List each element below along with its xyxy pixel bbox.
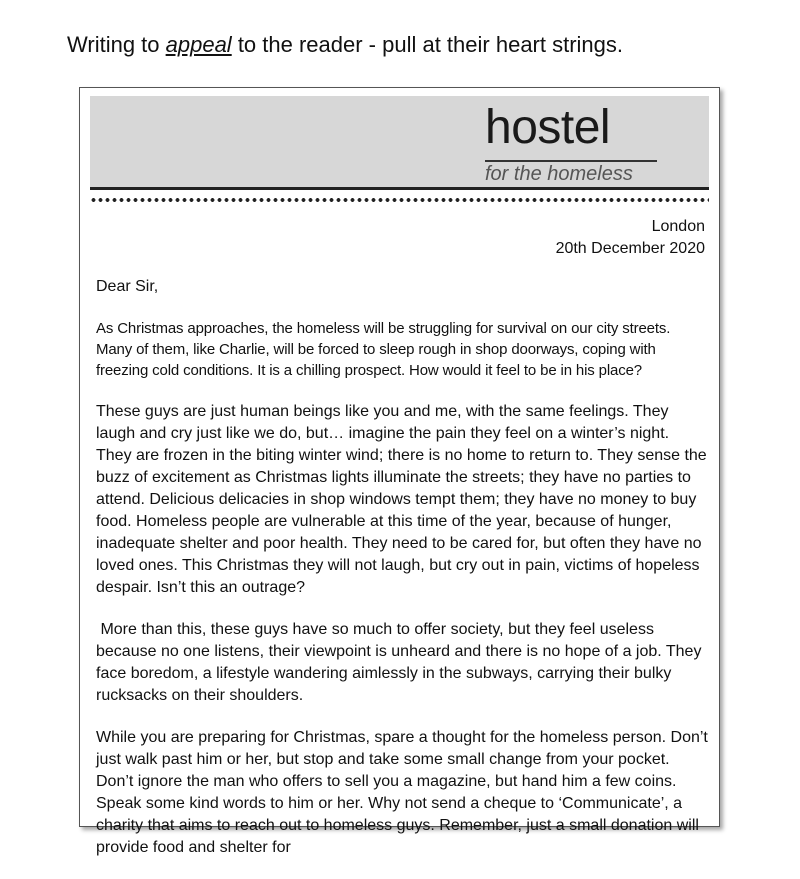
- logo-wordmark: hostel: [485, 101, 611, 154]
- page-heading: [67, 30, 767, 60]
- letter-paragraph-2: These guys are just human beings like you and me, with the same feelings. They laugh and cry just like we do, but… imagine the pain they feel on a winter’s night. They are frozen in the biting winter wind; there is no home to return to. They sense the buzz of excitement as Christmas lights illuminate the streets; they have no parties to attend. Delicious delicacies in shop windows tempt them; they have no money to buy food. Homeless people are vulnerable at this time of the year, because of hunger, inadequate shelter and poor health. They need to be cared for, but often they have no loved ones. This Christmas they will not laugh, but cry out in pain, victims of hopeless despair. Isn’t this an outrage?: [96, 403, 707, 596]
- heading-text-before: Writing to: [67, 32, 166, 57]
- letter-paragraph-4: While you are preparing for Christmas, spare a thought for the homeless person. Don’t just walk past him or her, but stop and take some small change from your pocket. Don’t ignore the man who offers to sell you a magazine, but hand him a few coins. Speak some kind words to him or her. Why not send a cheque to ‘Communicate’, a charity that aims to reach out to homeless guys. Remember, just a small donation will provide food and shelter for: [96, 729, 708, 856]
- address-block: [556, 216, 705, 260]
- letter-sheet: [79, 87, 720, 856]
- heading-text-after: to the reader - pull at their heart strings.: [231, 32, 624, 57]
- letter-body: [96, 276, 708, 879]
- logo-tagline: for the homeless: [485, 163, 633, 185]
- hostel-logo: [485, 100, 685, 188]
- heading-emphasis: appeal: [165, 32, 232, 57]
- address-city: London: [651, 218, 705, 235]
- letter-paragraph-1: As Christmas approaches, the homeless will be struggling for survival on our city streets. Many of them, like Charlie, will be forced to sleep rough in shop doorways, coping with freezing cold conditions. It is a chilling prospect. How would it feel to be in his place?: [96, 320, 671, 379]
- letter-date: 20th December 2020: [555, 240, 705, 257]
- dotted-divider: [90, 198, 709, 202]
- letterhead: [90, 96, 709, 190]
- salutation: Dear Sir,: [96, 278, 159, 295]
- letter-paragraph-3: More than this, these guys have so much to offer society, but they feel useless because no one listens, their viewpoint is unheard and there is no hope of a job. They face boredom, a lifestyle wandering aimlessly in the subways, carrying their bulky rucksacks on their shoulders.: [96, 621, 706, 704]
